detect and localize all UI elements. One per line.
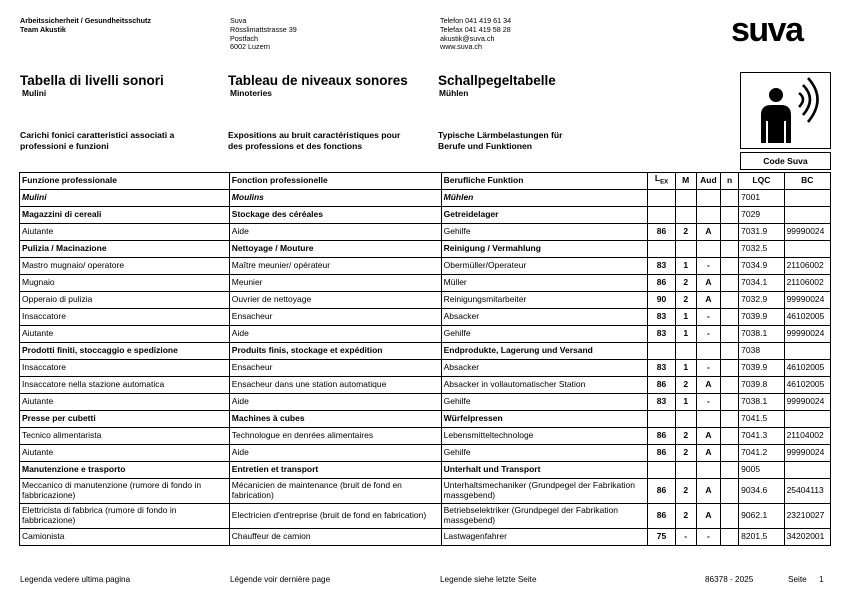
cell-bc: 46102005 (784, 377, 830, 394)
cell-bc: 46102005 (784, 309, 830, 326)
table-row (20, 394, 831, 411)
cell-m: 2 (675, 479, 696, 504)
cell-de: Absacker (441, 360, 648, 377)
cell-m: 2 (675, 224, 696, 241)
cell-fr: Chauffeur de camion (229, 529, 441, 546)
section-row (20, 207, 831, 224)
cell-bc: 23210027 (784, 504, 830, 529)
document-number: 86378 - 2025 (705, 575, 754, 584)
cell-lqc: 8201.5 (739, 529, 784, 546)
cell-bc: 21106002 (784, 275, 830, 292)
cell-m: - (675, 529, 696, 546)
cell-de: Endprodukte, Lagerung und Versand (441, 343, 648, 360)
cell-de: Gehilfe (441, 224, 648, 241)
cell-fr: Ensacheur dans une station automatique (229, 377, 441, 394)
cell-fr: Ensacheur (229, 360, 441, 377)
table-row (20, 504, 831, 529)
cell-lqc: 7032.5 (739, 241, 784, 258)
cell-n (721, 326, 739, 343)
cell-it: Aiutante (20, 326, 230, 343)
table-row (20, 292, 831, 309)
cell-aud: A (696, 479, 720, 504)
cell-aud (696, 411, 720, 428)
description-fr-line: Expositions au bruit caractéristiques pour (228, 130, 401, 140)
cell-aud: - (696, 529, 720, 546)
cell-it: Aiutante (20, 445, 230, 462)
cell-aud (696, 241, 720, 258)
cell-lqc: 7039.9 (739, 360, 784, 377)
subtitle-de: Mühlen (439, 88, 469, 98)
cell-fr: Ouvrier de nettoyage (229, 292, 441, 309)
cell-m: 1 (675, 258, 696, 275)
cell-aud: A (696, 504, 720, 529)
description-de (438, 130, 562, 152)
col-header-lqc: LQC (739, 173, 784, 190)
cell-it: Mugnaio (20, 275, 230, 292)
cell-bc: 99990024 (784, 292, 830, 309)
cell-lqc: 7039.8 (739, 377, 784, 394)
cell-it: Magazzini di cereali (20, 207, 230, 224)
cell-it: Aiutante (20, 224, 230, 241)
cell-n (721, 479, 739, 504)
page-number: 1 (819, 575, 824, 584)
cell-lqc: 7039.9 (739, 309, 784, 326)
hearing-pictogram (740, 72, 831, 149)
cell-lex (648, 241, 675, 258)
email: akustik@suva.ch (440, 33, 495, 43)
cell-m: 1 (675, 326, 696, 343)
cell-lqc: 7034.1 (739, 275, 784, 292)
footer-legend-de: Legende siehe letzte Seite (440, 575, 537, 584)
cell-m (675, 190, 696, 207)
footer-legend-it: Legenda vedere ultima pagina (20, 575, 131, 584)
cell-n (721, 241, 739, 258)
cell-fr: Stockage des céréales (229, 207, 441, 224)
title-it-block (20, 73, 164, 98)
cell-bc: 21106002 (784, 258, 830, 275)
cell-bc (784, 462, 830, 479)
noise-level-table (19, 172, 831, 546)
description-fr (228, 130, 400, 152)
cell-fr: Produits finis, stockage et expédition (229, 343, 441, 360)
cell-it: Mastro mugnaio/ operatore (20, 258, 230, 275)
cell-lex: 75 (648, 529, 675, 546)
cell-bc (784, 411, 830, 428)
cell-de: Mühlen (441, 190, 648, 207)
cell-n (721, 411, 739, 428)
cell-aud: - (696, 394, 720, 411)
cell-de: Absacker (441, 309, 648, 326)
section-row (20, 190, 831, 207)
cell-lqc: 9005 (739, 462, 784, 479)
cell-it: Pulizia / Macinazione (20, 241, 230, 258)
cell-fr: Aide (229, 445, 441, 462)
cell-de: Betriebselektriker (Grundpegel der Fabrikation massgebend) (441, 504, 648, 529)
cell-n (721, 207, 739, 224)
col-header-lex (648, 173, 675, 190)
cell-m: 1 (675, 309, 696, 326)
address-line: Postfach (230, 33, 258, 43)
cell-aud (696, 190, 720, 207)
suva-logo: suva (731, 11, 803, 49)
cell-n (721, 275, 739, 292)
cell-lqc: 7034.9 (739, 258, 784, 275)
cell-lqc: 7031.9 (739, 224, 784, 241)
fax: Telefax 041 419 58 28 (440, 24, 511, 34)
cell-de: Müller (441, 275, 648, 292)
lex-letter: L (654, 172, 661, 183)
description-de-line: Typische Lärmbelastungen für (438, 130, 563, 140)
person-noise-icon (741, 73, 830, 148)
cell-lex: 83 (648, 394, 675, 411)
cell-aud: A (696, 275, 720, 292)
cell-lqc: 7032.9 (739, 292, 784, 309)
cell-lex: 90 (648, 292, 675, 309)
cell-lex: 86 (648, 224, 675, 241)
table-row (20, 529, 831, 546)
col-header-m: M (675, 173, 696, 190)
cell-it: Tecnico alimentarista (20, 428, 230, 445)
cell-bc (784, 343, 830, 360)
cell-bc (784, 241, 830, 258)
cell-fr: Aide (229, 326, 441, 343)
cell-aud: A (696, 377, 720, 394)
cell-bc: 99990024 (784, 326, 830, 343)
cell-lqc: 7041.5 (739, 411, 784, 428)
table-row (20, 309, 831, 326)
cell-lqc: 7001 (739, 190, 784, 207)
cell-fr: Maître meunier/ opérateur (229, 258, 441, 275)
cell-lqc: 9062.1 (739, 504, 784, 529)
table-row (20, 428, 831, 445)
cell-de: Lebensmitteltechnologe (441, 428, 648, 445)
cell-bc: 99990024 (784, 224, 830, 241)
title-it: Tabella di livelli sonori (20, 73, 164, 88)
cell-bc: 25404113 (784, 479, 830, 504)
cell-fr: Machines à cubes (229, 411, 441, 428)
phone: Telefon 041 419 61 34 (440, 16, 512, 25)
cell-it: Meccanico di manutenzione (rumore di fondo in fabbricazione) (20, 479, 230, 504)
col-header-aud: Aud (696, 173, 720, 190)
cell-de: Gehilfe (441, 326, 648, 343)
title-de-block (438, 73, 556, 98)
cell-lex: 86 (648, 445, 675, 462)
cell-m: 2 (675, 428, 696, 445)
cell-de: Unterhalt und Transport (441, 462, 648, 479)
cell-bc (784, 190, 830, 207)
cell-m: 2 (675, 504, 696, 529)
cell-aud (696, 207, 720, 224)
cell-m (675, 411, 696, 428)
section-row (20, 462, 831, 479)
cell-n (721, 343, 739, 360)
cell-lqc: 9034.6 (739, 479, 784, 504)
website: www.suva.ch (440, 42, 482, 52)
cell-bc: 46102005 (784, 360, 830, 377)
cell-fr: Mécanicien de maintenance (bruit de fond en fabrication) (229, 479, 441, 504)
cell-n (721, 224, 739, 241)
cell-it: Elettricista di fabbrica (rumore di fondo in fabbricazione) (20, 504, 230, 529)
cell-n (721, 428, 739, 445)
cell-de: Gehilfe (441, 445, 648, 462)
cell-it: Aiutante (20, 394, 230, 411)
subtitle-it: Mulini (22, 88, 47, 98)
cell-lex: 86 (648, 504, 675, 529)
cell-aud (696, 462, 720, 479)
cell-de: Reinigung / Vermahlung (441, 241, 648, 258)
description-it-line: Carichi fonici caratteristici associati a (20, 130, 175, 140)
cell-bc: 99990024 (784, 394, 830, 411)
cell-m: 2 (675, 275, 696, 292)
table-row (20, 360, 831, 377)
cell-fr: Moulins (229, 190, 441, 207)
org-block (20, 17, 151, 35)
lex-subscript: EX (660, 179, 669, 186)
cell-aud (696, 343, 720, 360)
contact-block (440, 17, 511, 52)
cell-de: Getreidelager (441, 207, 648, 224)
cell-de: Lastwagenfahrer (441, 529, 648, 546)
cell-m (675, 207, 696, 224)
cell-aud: A (696, 445, 720, 462)
cell-de: Reinigungsmitarbeiter (441, 292, 648, 309)
cell-aud: - (696, 360, 720, 377)
section-row (20, 411, 831, 428)
address-line: 6002 Luzern (230, 42, 270, 52)
table-row (20, 445, 831, 462)
table-header-row (20, 173, 831, 190)
address-block (230, 17, 297, 52)
cell-lex (648, 462, 675, 479)
cell-lex: 83 (648, 258, 675, 275)
cell-de: Unterhaltsmechaniker (Grundpegel der Fabrikation massgebend) (441, 479, 648, 504)
cell-n (721, 258, 739, 275)
cell-m (675, 241, 696, 258)
cell-lex (648, 411, 675, 428)
cell-lex: 83 (648, 326, 675, 343)
title-fr-block (228, 73, 408, 98)
description-it-line: professioni e funzioni (20, 141, 109, 151)
cell-aud: - (696, 309, 720, 326)
section-row (20, 241, 831, 258)
title-de: Schallpegeltabelle (438, 73, 556, 88)
cell-bc (784, 207, 830, 224)
cell-lex (648, 190, 675, 207)
cell-aud: - (696, 326, 720, 343)
table-row (20, 258, 831, 275)
cell-lqc: 7041.3 (739, 428, 784, 445)
cell-aud: - (696, 258, 720, 275)
cell-it: Prodotti finiti, stoccaggio e spedizione (20, 343, 230, 360)
cell-n (721, 292, 739, 309)
cell-it: Presse per cubetti (20, 411, 230, 428)
cell-lex: 83 (648, 309, 675, 326)
cell-lqc: 7041.2 (739, 445, 784, 462)
table-row (20, 479, 831, 504)
col-header-fr: Fonction professionelle (229, 173, 441, 190)
subtitle-fr: Minoteries (230, 88, 272, 98)
cell-n (721, 445, 739, 462)
cell-m: 1 (675, 360, 696, 377)
cell-m: 2 (675, 292, 696, 309)
cell-fr: Meunier (229, 275, 441, 292)
col-header-it: Funzione professionale (20, 173, 230, 190)
page-label: Seite (788, 575, 807, 584)
address-line: Suva (230, 16, 247, 25)
table-row (20, 224, 831, 241)
footer-legend-fr: Légende voir dernière page (230, 575, 331, 584)
cell-n (721, 394, 739, 411)
cell-m (675, 462, 696, 479)
cell-lqc: 7029 (739, 207, 784, 224)
cell-de: Absacker in vollautomatischer Station (441, 377, 648, 394)
cell-lex: 86 (648, 428, 675, 445)
cell-lex: 86 (648, 275, 675, 292)
description-it (20, 130, 174, 152)
table-row (20, 377, 831, 394)
cell-lex: 86 (648, 479, 675, 504)
cell-m: 2 (675, 377, 696, 394)
description-fr-line: des professions et des fonctions (228, 141, 363, 151)
cell-lex (648, 343, 675, 360)
col-header-n: n (721, 173, 739, 190)
cell-it: Insaccatore nella stazione automatica (20, 377, 230, 394)
address-line: Rösslimattstrasse 39 (230, 24, 297, 34)
cell-aud: A (696, 224, 720, 241)
cell-bc: 21104002 (784, 428, 830, 445)
cell-aud: A (696, 428, 720, 445)
cell-it: Insaccatore (20, 360, 230, 377)
cell-fr: Aide (229, 224, 441, 241)
title-fr: Tableau de niveaux sonores (228, 73, 408, 88)
cell-n (721, 529, 739, 546)
cell-lex: 83 (648, 360, 675, 377)
cell-n (721, 377, 739, 394)
section-row (20, 343, 831, 360)
cell-fr: Ensacheur (229, 309, 441, 326)
table-row (20, 326, 831, 343)
org-line-1: Arbeitssicherheit / Gesundheitsschutz (20, 16, 152, 25)
cell-it: Mulini (20, 190, 230, 207)
col-header-de: Berufliche Funktion (441, 173, 648, 190)
org-line-2: Team Akustik (20, 24, 66, 34)
cell-lqc: 7038 (739, 343, 784, 360)
cell-it: Manutenzione e trasporto (20, 462, 230, 479)
cell-n (721, 309, 739, 326)
cell-bc: 34202001 (784, 529, 830, 546)
cell-n (721, 462, 739, 479)
cell-de: Würfelpressen (441, 411, 648, 428)
cell-aud: A (696, 292, 720, 309)
cell-m: 2 (675, 445, 696, 462)
cell-lex: 86 (648, 377, 675, 394)
cell-it: Camionista (20, 529, 230, 546)
cell-m: 1 (675, 394, 696, 411)
description-de-line: Berufe und Funktionen (438, 141, 533, 151)
cell-fr: Technologue en denrées alimentaires (229, 428, 441, 445)
cell-fr: Aide (229, 394, 441, 411)
cell-it: Opperaio di pulizia (20, 292, 230, 309)
cell-lex (648, 207, 675, 224)
cell-fr: Entretien et transport (229, 462, 441, 479)
col-header-bc: BC (784, 173, 830, 190)
cell-fr: Electricien d'entreprise (bruit de fond en fabrication) (229, 504, 441, 529)
cell-m (675, 343, 696, 360)
cell-de: Obermüller/Operateur (441, 258, 648, 275)
cell-it: Insaccatore (20, 309, 230, 326)
code-suva-label: Code Suva (740, 152, 831, 170)
table-body (20, 190, 831, 546)
cell-de: Gehilfe (441, 394, 648, 411)
cell-n (721, 190, 739, 207)
table-row (20, 275, 831, 292)
cell-bc: 99990024 (784, 445, 830, 462)
cell-lqc: 7038.1 (739, 394, 784, 411)
cell-lqc: 7038.1 (739, 326, 784, 343)
cell-fr: Nettoyage / Mouture (229, 241, 441, 258)
cell-n (721, 504, 739, 529)
cell-n (721, 360, 739, 377)
